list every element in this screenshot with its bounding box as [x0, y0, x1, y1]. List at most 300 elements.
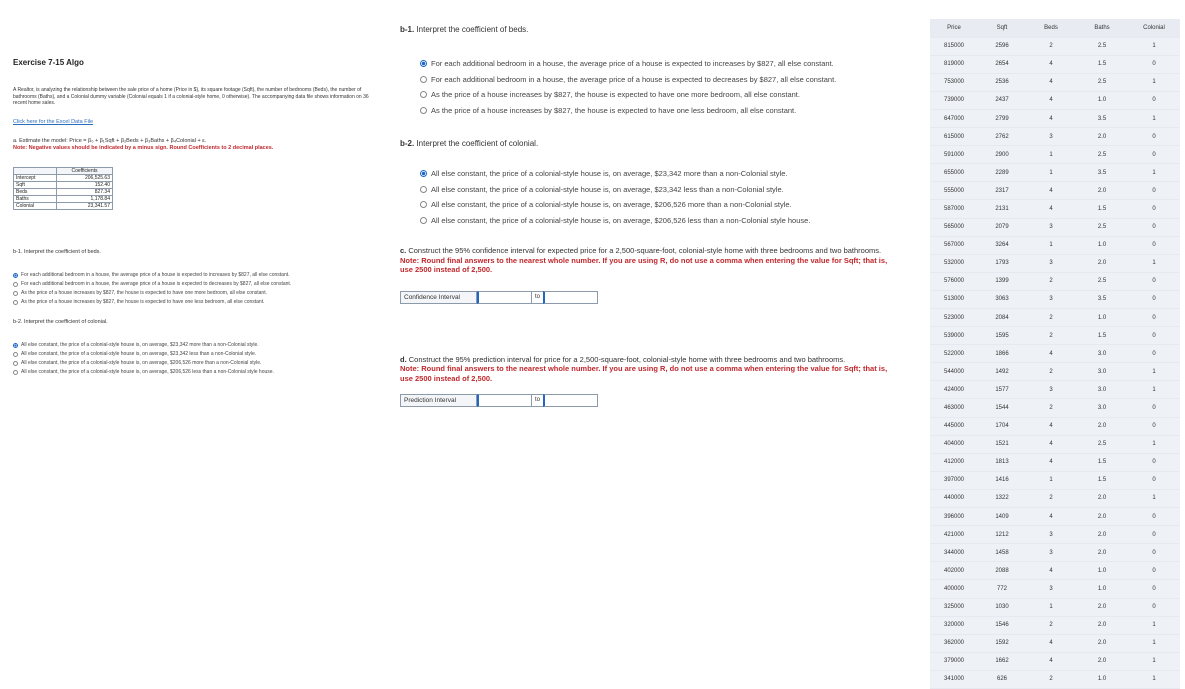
radio-unselected-icon[interactable]	[13, 300, 18, 305]
table-cell: 0	[1128, 309, 1180, 327]
part-d-prompt: d. Construct the 95% prediction interval for price for a 2,500-square-foot, colonial-style home with three bedrooms and two bathrooms.	[400, 354, 846, 364]
table-cell: 1	[1128, 73, 1180, 91]
table-cell: 0	[1128, 453, 1180, 471]
table-cell: 1.0	[1076, 670, 1128, 688]
table-row	[930, 580, 1180, 598]
radio-unselected-icon[interactable]	[13, 361, 18, 366]
b1-option-3[interactable]	[400, 87, 905, 103]
table-cell: 3.5	[1076, 109, 1128, 127]
table-cell: 3.0	[1076, 363, 1128, 381]
table-cell: 2	[1026, 670, 1076, 688]
b2-option-4[interactable]	[400, 213, 905, 229]
coef-value: 1,178.84	[57, 195, 113, 202]
table-cell: 4	[1026, 435, 1076, 453]
table-cell: 0	[1128, 508, 1180, 526]
table-cell: 2437	[978, 91, 1026, 109]
table-row	[930, 290, 1180, 308]
coef-value: 827.34	[57, 188, 113, 195]
table-row	[930, 544, 1180, 562]
confidence-interval-row	[400, 291, 905, 304]
table-cell: 1	[1026, 236, 1076, 254]
table-cell: 544000	[930, 363, 978, 381]
table-cell: 739000	[930, 91, 978, 109]
prediction-lower-input[interactable]	[477, 394, 532, 407]
table-cell: 2.0	[1076, 544, 1128, 562]
option-text: All else constant, the price of a colonial-style house is, on average, $23,342 more than a non-Colonial style.	[21, 342, 259, 348]
table-cell: 0	[1128, 598, 1180, 616]
radio-unselected-icon[interactable]	[13, 291, 18, 296]
coef-label: Intercept	[14, 174, 57, 181]
table-cell: 1.0	[1076, 91, 1128, 109]
table-cell: 2.0	[1076, 616, 1128, 634]
table-cell: 402000	[930, 562, 978, 580]
table-row	[930, 73, 1180, 91]
b2-small-label: b-2. Interpret the coefficient of colonial.	[13, 318, 108, 325]
table-cell: 397000	[930, 471, 978, 489]
table-row	[930, 164, 1180, 182]
table-cell: 2088	[978, 562, 1026, 580]
b2-small-options	[13, 341, 385, 377]
table-cell: 2131	[978, 200, 1026, 218]
b1-small-option-4[interactable]	[13, 298, 385, 307]
table-cell: 647000	[930, 109, 978, 127]
table-cell: 1813	[978, 453, 1026, 471]
radio-selected-icon[interactable]	[13, 273, 18, 278]
b1-small-option-1[interactable]	[13, 271, 385, 280]
table-cell: 3063	[978, 290, 1026, 308]
table-cell: 1.0	[1076, 236, 1128, 254]
table-cell: 1212	[978, 526, 1026, 544]
table-row	[930, 236, 1180, 254]
table-cell: 626	[978, 670, 1026, 688]
coef-value: 23,341.57	[57, 202, 113, 209]
option-text: All else constant, the price of a colonial-style house is, on average, $23,342 more than a non-Colonial style.	[431, 169, 788, 179]
radio-unselected-icon[interactable]	[13, 352, 18, 357]
table-cell: 2079	[978, 218, 1026, 236]
table-cell: 0	[1128, 272, 1180, 290]
table-cell: 0	[1128, 562, 1180, 580]
b2-label: b-2. Interpret the coefficient of colonial.	[400, 139, 539, 148]
option-text: All else constant, the price of a colonial-style house is, on average, $206,526 less than a non-Colonial style house.	[431, 215, 811, 225]
table-cell: 412000	[930, 453, 978, 471]
table-cell: 2762	[978, 128, 1026, 146]
table-cell: 4	[1026, 508, 1076, 526]
table-cell: 0	[1128, 327, 1180, 345]
coefficients-table	[13, 167, 113, 210]
table-cell: 4	[1026, 73, 1076, 91]
table-cell: 421000	[930, 526, 978, 544]
table-row	[930, 616, 1180, 634]
table-cell: 1	[1026, 471, 1076, 489]
table-cell: 1	[1026, 598, 1076, 616]
table-cell: 1544	[978, 399, 1026, 417]
prediction-upper-input[interactable]	[543, 394, 598, 407]
table-row	[930, 363, 1180, 381]
table-cell: 4	[1026, 91, 1076, 109]
table-cell: 4	[1026, 634, 1076, 652]
b1-options	[400, 56, 905, 118]
table-cell: 576000	[930, 272, 978, 290]
column-header: Baths	[1076, 19, 1128, 37]
coef-row	[14, 181, 113, 188]
table-cell: 2	[1026, 363, 1076, 381]
table-cell: 362000	[930, 634, 978, 652]
b2-small-option-1[interactable]	[13, 341, 385, 350]
prediction-to-label: to	[532, 394, 543, 407]
table-cell: 3	[1026, 544, 1076, 562]
table-cell: 4	[1026, 182, 1076, 200]
column-header: Colonial	[1128, 19, 1180, 37]
table-cell: 0	[1128, 399, 1180, 417]
table-cell: 2.5	[1076, 272, 1128, 290]
home-sales-data-table	[930, 19, 1180, 689]
confidence-lower-input[interactable]	[477, 291, 532, 304]
radio-unselected-icon[interactable]	[420, 201, 427, 208]
radio-selected-icon[interactable]	[420, 170, 427, 177]
confidence-interval-label: Confidence Interval	[400, 291, 477, 304]
table-row	[930, 345, 1180, 363]
table-cell: 2289	[978, 164, 1026, 182]
table-cell: 2.0	[1076, 526, 1128, 544]
table-cell: 1.0	[1076, 562, 1128, 580]
coef-row	[14, 202, 113, 209]
table-cell: 1592	[978, 634, 1026, 652]
table-cell: 1	[1128, 670, 1180, 688]
table-cell: 1	[1128, 381, 1180, 399]
table-cell: 3	[1026, 128, 1076, 146]
table-cell: 4	[1026, 55, 1076, 73]
table-row	[930, 670, 1180, 688]
b1-small-options	[13, 271, 385, 307]
b1-label: b-1. Interpret the coefficient of beds.	[400, 25, 529, 34]
table-row	[930, 598, 1180, 616]
table-cell: 2	[1026, 489, 1076, 507]
table-cell: 815000	[930, 37, 978, 55]
table-cell: 424000	[930, 381, 978, 399]
table-cell: 567000	[930, 236, 978, 254]
b1-small-option-2[interactable]	[13, 280, 385, 289]
table-row	[930, 327, 1180, 345]
radio-unselected-icon[interactable]	[420, 217, 427, 224]
table-cell: 1	[1128, 435, 1180, 453]
table-cell: 2.5	[1076, 218, 1128, 236]
exercise-intro: A Realtor, is analyzing the relationship between the sale price of a home (Price in $), its square footage (Sqft), the number of bedrooms (Beds), the number of bathrooms (Baths), and a Colonial dummy variable (Colonial equals 1 if a colonial-style home, 0 otherwise). The accompanying data file shows information on 36 recent home sales.	[13, 87, 369, 106]
table-cell: 3	[1026, 526, 1076, 544]
table-cell: 2900	[978, 146, 1026, 164]
table-cell: 4	[1026, 453, 1076, 471]
table-cell: 513000	[930, 290, 978, 308]
coef-row	[14, 188, 113, 195]
table-cell: 4	[1026, 562, 1076, 580]
table-cell: 1	[1128, 489, 1180, 507]
table-cell: 1	[1128, 109, 1180, 127]
table-cell: 0	[1128, 55, 1180, 73]
table-cell: 532000	[930, 254, 978, 272]
table-cell: 2.5	[1076, 73, 1128, 91]
table-cell: 1.5	[1076, 453, 1128, 471]
table-row	[930, 200, 1180, 218]
table-cell: 0	[1128, 471, 1180, 489]
coef-row	[14, 195, 113, 202]
option-text: For each additional bedroom in a house, the average price of a house is expected to increases by $827, all else constant.	[21, 272, 290, 278]
table-cell: 320000	[930, 616, 978, 634]
coef-label: Sqft	[14, 181, 57, 188]
table-cell: 344000	[930, 544, 978, 562]
table-cell: 4	[1026, 652, 1076, 670]
table-row	[930, 146, 1180, 164]
table-cell: 0	[1128, 236, 1180, 254]
table-cell: 3	[1026, 580, 1076, 598]
table-row	[930, 508, 1180, 526]
table-cell: 0	[1128, 200, 1180, 218]
option-text: For each additional bedroom in a house, the average price of a house is expected to decreases by $827, all else constant.	[431, 74, 837, 84]
option-text: For each additional bedroom in a house, the average price of a house is expected to increases by $827, all else constant.	[431, 59, 834, 69]
table-cell: 3.0	[1076, 345, 1128, 363]
part-a-prompt: a. Estimate the model: Price = β₀ + β₁Sqft + β₂Beds + β₃Baths + β₄Colonial + ε.	[13, 137, 207, 144]
table-cell: 0	[1128, 182, 1180, 200]
part-d-note: Note: Round final answers to the nearest whole number. If you are using R, do not use a comma when entering the value for Sqft; that is, use 2500 instead of 2,500.	[400, 364, 888, 383]
table-cell: 325000	[930, 598, 978, 616]
table-cell: 440000	[930, 489, 978, 507]
table-cell: 3	[1026, 218, 1076, 236]
table-cell: 2.5	[1076, 37, 1128, 55]
prediction-interval-row	[400, 394, 905, 407]
table-row	[930, 91, 1180, 109]
table-cell: 1793	[978, 254, 1026, 272]
table-cell: 615000	[930, 128, 978, 146]
table-cell: 2	[1026, 616, 1076, 634]
table-cell: 1.5	[1076, 471, 1128, 489]
table-cell: 4	[1026, 345, 1076, 363]
table-cell: 2.0	[1076, 254, 1128, 272]
table-cell: 0	[1128, 580, 1180, 598]
radio-selected-icon[interactable]	[13, 343, 18, 348]
table-cell: 0	[1128, 146, 1180, 164]
table-cell: 3	[1026, 254, 1076, 272]
table-row	[930, 272, 1180, 290]
b2-options	[400, 166, 905, 228]
table-cell: 404000	[930, 435, 978, 453]
table-row	[930, 218, 1180, 236]
table-cell: 522000	[930, 345, 978, 363]
option-text: All else constant, the price of a colonial-style house is, on average, $23,342 less than a non-Colonial style.	[431, 184, 784, 194]
option-text: For each additional bedroom in a house, the average price of a house is expected to decreases by $827, all else constant.	[21, 281, 292, 287]
table-cell: 3.5	[1076, 164, 1128, 182]
b1-small-option-3[interactable]	[13, 289, 385, 298]
table-cell: 2.0	[1076, 598, 1128, 616]
table-row	[930, 489, 1180, 507]
b2-option-2[interactable]	[400, 182, 905, 198]
table-cell: 0	[1128, 290, 1180, 308]
table-cell: 1409	[978, 508, 1026, 526]
coef-label: Colonial	[14, 202, 57, 209]
table-cell: 341000	[930, 670, 978, 688]
table-cell: 2.0	[1076, 489, 1128, 507]
table-row	[930, 309, 1180, 327]
table-row	[930, 634, 1180, 652]
table-cell: 1	[1026, 146, 1076, 164]
option-text: All else constant, the price of a colonial-style house is, on average, $206,526 more than a non-Colonial style.	[431, 200, 792, 210]
table-cell: 555000	[930, 182, 978, 200]
part-c-prompt: c. Construct the 95% confidence interval for expected price for a 2,500-square-foot, colonial-style home with three bedrooms and two bathrooms.	[400, 246, 882, 255]
coef-value: 206,525.63	[57, 174, 113, 181]
table-cell: 1416	[978, 471, 1026, 489]
table-cell: 0	[1128, 91, 1180, 109]
table-cell: 1322	[978, 489, 1026, 507]
table-cell: 0	[1128, 128, 1180, 146]
part-a-note: Note: Negative values should be indicated by a minus sign. Round Coefficients to 2 decimal places.	[13, 144, 274, 151]
option-text: As the price of a house increases by $827, the house is expected to have one less bedroom, all else constant.	[431, 105, 797, 115]
table-row	[930, 652, 1180, 670]
radio-unselected-icon[interactable]	[420, 107, 427, 114]
radio-unselected-icon[interactable]	[13, 370, 18, 375]
table-row	[930, 55, 1180, 73]
confidence-upper-input[interactable]	[543, 291, 598, 304]
table-cell: 3.0	[1076, 399, 1128, 417]
table-cell: 1521	[978, 435, 1026, 453]
table-cell: 1399	[978, 272, 1026, 290]
option-text: As the price of a house increases by $827, the house is expected to have one more bedroom, all else constant.	[21, 290, 267, 296]
table-cell: 2.0	[1076, 634, 1128, 652]
table-row	[930, 526, 1180, 544]
table-cell: 0	[1128, 526, 1180, 544]
table-cell: 539000	[930, 327, 978, 345]
table-cell: 1.0	[1076, 580, 1128, 598]
table-cell: 1.5	[1076, 327, 1128, 345]
table-cell: 463000	[930, 399, 978, 417]
table-cell: 2	[1026, 309, 1076, 327]
coef-value: 152.40	[57, 181, 113, 188]
table-cell: 2	[1026, 37, 1076, 55]
table-cell: 1	[1128, 363, 1180, 381]
table-cell: 379000	[930, 652, 978, 670]
left-panel	[13, 55, 385, 377]
table-cell: 1595	[978, 327, 1026, 345]
table-cell: 1	[1026, 164, 1076, 182]
table-cell: 2.0	[1076, 652, 1128, 670]
table-row	[930, 453, 1180, 471]
table-cell: 3.0	[1076, 381, 1128, 399]
column-header: Sqft	[978, 19, 1026, 37]
option-text: As the price of a house increases by $827, the house is expected to have one more bedroom, all else constant.	[431, 90, 800, 100]
table-cell: 565000	[930, 218, 978, 236]
table-cell: 1	[1128, 37, 1180, 55]
table-cell: 445000	[930, 417, 978, 435]
b2-small-option-3[interactable]	[13, 359, 385, 368]
table-cell: 2.0	[1076, 417, 1128, 435]
table-cell: 1662	[978, 652, 1026, 670]
b2-option-1[interactable]	[400, 166, 905, 182]
b2-option-3[interactable]	[400, 197, 905, 213]
table-cell: 587000	[930, 200, 978, 218]
table-cell: 1866	[978, 345, 1026, 363]
radio-unselected-icon[interactable]	[420, 76, 427, 83]
table-cell: 3	[1026, 381, 1076, 399]
table-cell: 1546	[978, 616, 1026, 634]
prediction-interval-label: Prediction Interval	[400, 394, 477, 407]
table-cell: 0	[1128, 417, 1180, 435]
table-cell: 1.5	[1076, 55, 1128, 73]
table-row	[930, 417, 1180, 435]
b2-small-option-2[interactable]	[13, 350, 385, 359]
table-cell: 1.0	[1076, 309, 1128, 327]
table-cell: 0	[1128, 345, 1180, 363]
table-cell: 2	[1026, 272, 1076, 290]
table-row	[930, 435, 1180, 453]
b1-option-4[interactable]	[400, 103, 905, 119]
table-cell: 1577	[978, 381, 1026, 399]
table-cell: 1492	[978, 363, 1026, 381]
column-header: Price	[930, 19, 978, 37]
coef-header: Coefficients	[57, 167, 113, 174]
table-cell: 3.5	[1076, 290, 1128, 308]
table-cell: 3	[1026, 290, 1076, 308]
table-cell: 2	[1026, 399, 1076, 417]
table-row	[930, 254, 1180, 272]
radio-unselected-icon[interactable]	[420, 186, 427, 193]
table-row	[930, 128, 1180, 146]
table-cell: 3264	[978, 236, 1026, 254]
table-row	[930, 381, 1180, 399]
radio-selected-icon[interactable]	[420, 60, 427, 67]
table-cell: 1030	[978, 598, 1026, 616]
b1-small-label: b-1. Interpret the coefficient of beds.	[13, 248, 101, 255]
table-row	[930, 109, 1180, 127]
column-header: Beds	[1026, 19, 1076, 37]
table-cell: 1458	[978, 544, 1026, 562]
table-cell: 1	[1128, 164, 1180, 182]
table-cell: 772	[978, 580, 1026, 598]
radio-unselected-icon[interactable]	[13, 282, 18, 287]
option-text: All else constant, the price of a colonial-style house is, on average, $23,342 less than a non-Colonial style.	[21, 351, 257, 357]
table-cell: 1	[1128, 652, 1180, 670]
excel-data-link[interactable]: Click here for the Excel Data File	[13, 118, 94, 125]
table-row	[930, 37, 1180, 55]
table-cell: 2.5	[1076, 146, 1128, 164]
table-cell: 4	[1026, 417, 1076, 435]
b1-option-1[interactable]	[400, 56, 905, 72]
table-cell: 2317	[978, 182, 1026, 200]
option-text: All else constant, the price of a colonial-style house is, on average, $206,526 more than a non-Colonial style.	[21, 360, 262, 366]
option-text: As the price of a house increases by $827, the house is expected to have one less bedroom, all else constant.	[21, 299, 265, 305]
b1-option-2[interactable]	[400, 72, 905, 88]
table-cell: 819000	[930, 55, 978, 73]
option-text: All else constant, the price of a colonial-style house is, on average, $206,526 less than a non-Colonial style house.	[21, 369, 274, 375]
table-row	[930, 182, 1180, 200]
table-cell: 523000	[930, 309, 978, 327]
table-cell: 4	[1026, 200, 1076, 218]
table-cell: 400000	[930, 580, 978, 598]
table-cell: 2799	[978, 109, 1026, 127]
table-cell: 591000	[930, 146, 978, 164]
coef-label: Beds	[14, 188, 57, 195]
table-cell: 2536	[978, 73, 1026, 91]
table-row	[930, 399, 1180, 417]
table-cell: 2.0	[1076, 128, 1128, 146]
radio-unselected-icon[interactable]	[420, 91, 427, 98]
coef-row	[14, 174, 113, 181]
table-cell: 2.0	[1076, 182, 1128, 200]
table-cell: 2596	[978, 37, 1026, 55]
b2-small-option-4[interactable]	[13, 368, 385, 377]
table-row	[930, 562, 1180, 580]
confidence-to-label: to	[532, 291, 543, 304]
table-cell: 655000	[930, 164, 978, 182]
main-panel	[400, 25, 905, 407]
exercise-title: Exercise 7-15 Algo	[13, 58, 84, 67]
table-cell: 4	[1026, 109, 1076, 127]
table-cell: 2.5	[1076, 435, 1128, 453]
